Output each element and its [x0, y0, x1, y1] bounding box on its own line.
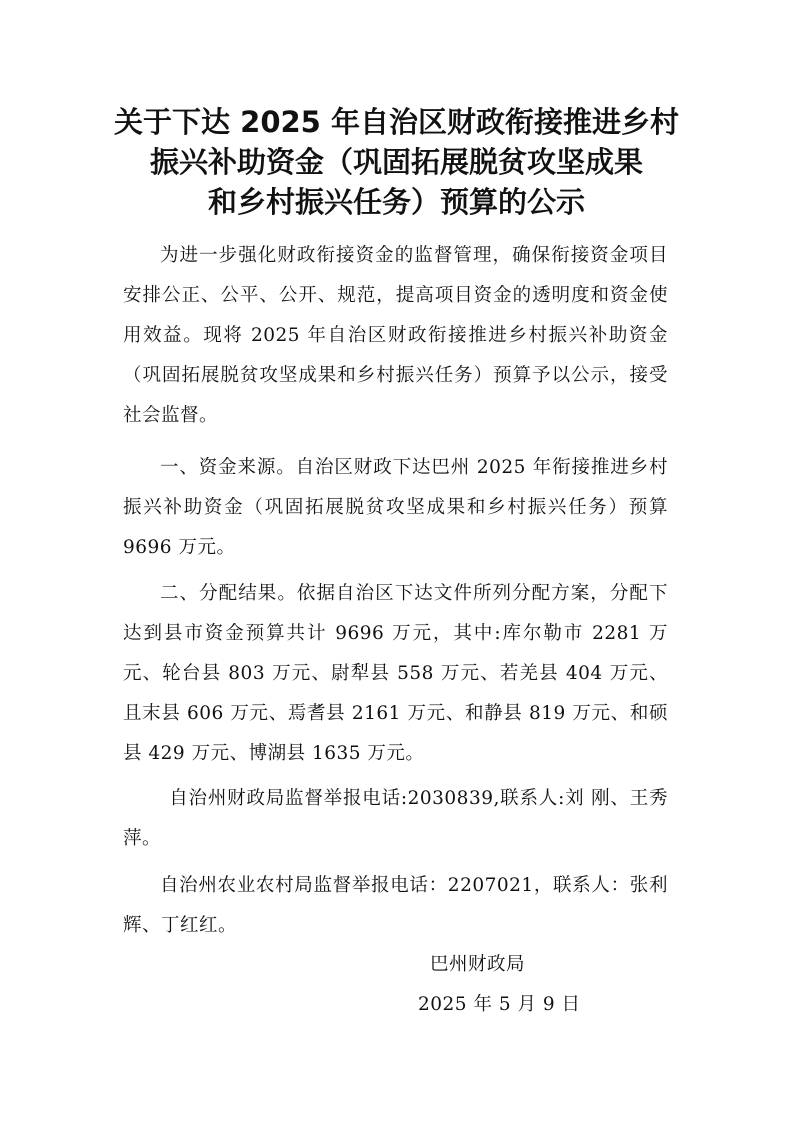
allocation-paragraph: 二、分配结果。依据自治区下达文件所列分配方案，分配下达到县市资金预算共计 9696 万元，其中:库尔勒市 2281 万元、轮台县 803 万元、尉犁县 558 万元、若羌县 404 万元、且末县 606 万元、焉耆县 2161 万元、和静县 819 万元、和硕县 429 万元、博湖县 1635 万元。 [123, 583, 668, 764]
signature-organization: 巴州财政局 [430, 954, 526, 975]
document-title-line-1: 关于下达 2025 年自治区财政衔接推进乡村 [114, 105, 679, 139]
funding-source-paragraph: 一、资金来源。自治区财政下达巴州 2025 年衔接推进乡村振兴补助资金（巩固拓展脱贫攻坚成果和乡村振兴任务）预算 9696 万元。 [123, 457, 668, 558]
agriculture-hotline-paragraph: 自治州农业农村局监督举报电话：2207021，联系人：张利辉、丁红红。 [123, 875, 668, 936]
intro-paragraph: 为进一步强化财政衔接资金的监督管理，确保衔接资金项目安排公正、公平、公开、规范，提高项目资金的透明度和资金使用效益。现将 2025 年自治区财政衔接推进乡村振兴补助资金（巩固拓展脱贫攻坚成果和乡村振兴任务）预算予以公示，接受社会监督。 [123, 245, 668, 426]
document-title-line-3: 和乡村振兴任务）预算的公示 [207, 185, 585, 219]
document-title-line-2: 振兴补助资金（巩固拓展脱贫攻坚成果 [149, 145, 643, 179]
finance-hotline-paragraph: 自治州财政局监督举报电话:2030839,联系人:刘 刚、王秀萍。 [123, 788, 668, 849]
signature-date: 2025 年 5 月 9 日 [418, 994, 581, 1015]
